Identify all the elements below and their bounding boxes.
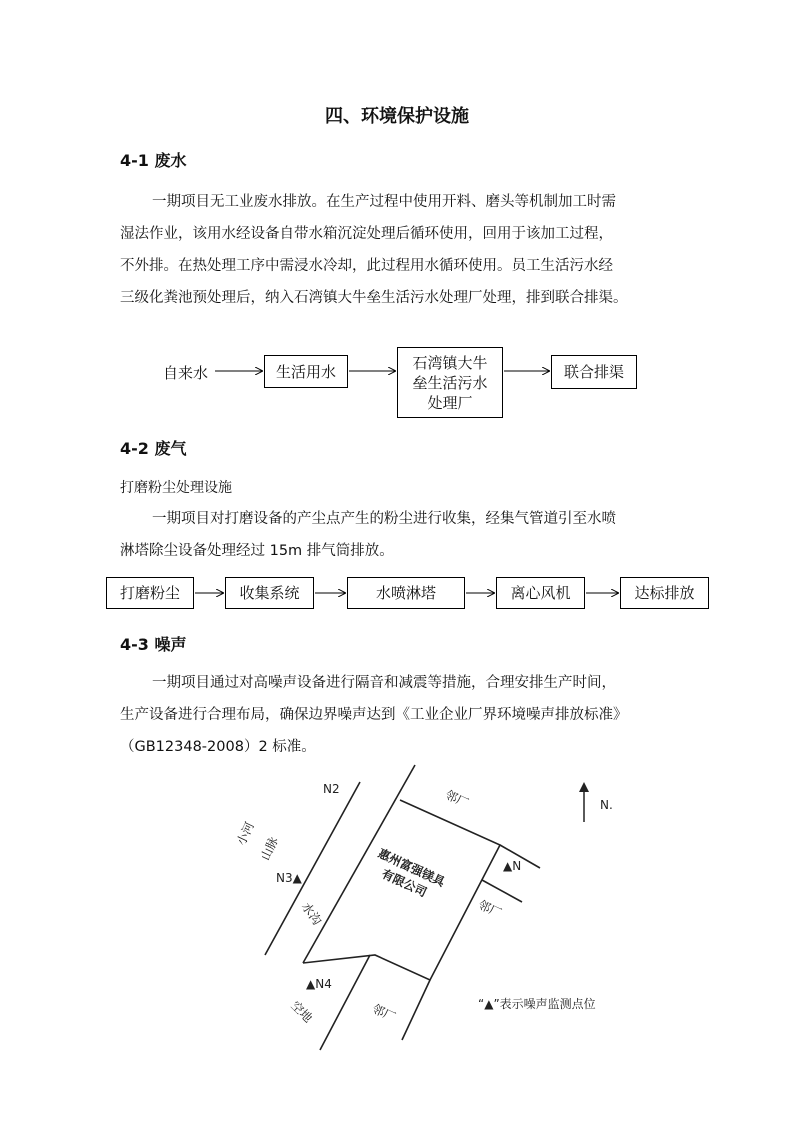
monitor-point-n3: N3▲ [276, 871, 302, 885]
section-heading-exhaust: 4-2 废气 [120, 439, 187, 458]
label-company: 惠州富强镁具 有限公司 [375, 846, 447, 900]
paragraph-line: （GB12348-2008）2 标准。 [120, 739, 316, 755]
paragraph-line: 一期项目对打磨设备的产尘点产生的粉尘进行收集，经集气管道引至水喷 [152, 511, 616, 527]
subheading-dust-facility: 打磨粉尘处理设施 [120, 480, 232, 496]
paragraph-line: 一期项目通过对高噪声设备进行隔音和减震等措施，合理安排生产时间， [152, 675, 616, 691]
flow-box-drainage-channel: 联合排渠 [551, 355, 637, 389]
label-neighbor-2: 邻厂 [475, 897, 504, 921]
paragraph-line: 一期项目无工业废水排放。在生产过程中使用开料、磨头等机制加工时需 [152, 194, 616, 210]
map-legend: “▲”表示噪声监测点位 [478, 997, 596, 1011]
monitor-point-n2: N2 [323, 782, 340, 796]
flow-box-centrifugal-fan: 离心风机 [496, 577, 585, 609]
label-neighbor-3: 邻厂 [369, 1001, 398, 1025]
paragraph-line: 生产设备进行合理布局，确保边界噪声达到《工业企业厂界环境噪声排放标准》 [120, 707, 628, 723]
page-title: 四、环境保护设施 [325, 106, 469, 127]
monitor-point-n: ▲N [503, 859, 522, 873]
paragraph-line: 湿法作业，该用水经设备自带水箱沉淀处理后循环使用，回用于该加工过程， [120, 226, 613, 242]
label-river: 小河 [234, 819, 257, 848]
flow-box-collection-system: 收集系统 [225, 577, 314, 609]
north-arrow-head [579, 782, 589, 792]
flow-box-spray-tower: 水喷淋塔 [347, 577, 465, 609]
paragraph-line: 不外排。在热处理工序中需浸水冷却，此过程用水循环使用。员工生活污水经 [120, 258, 613, 274]
flow-box-domestic-water: 生活用水 [264, 355, 348, 388]
label-vacant: 空地 [288, 998, 316, 1026]
paragraph-line: 三级化粪池预处理后，纳入石湾镇大牛垒生活污水处理厂处理，排到联合排渠。 [120, 290, 628, 306]
section-heading-wastewater: 4-1 废水 [120, 151, 187, 170]
north-label: N. [600, 798, 613, 812]
flow-box-grinding-dust: 打磨粉尘 [106, 577, 194, 609]
monitor-point-n4: ▲N4 [306, 977, 332, 991]
label-ditch: 水沟 [298, 899, 325, 928]
section-heading-noise: 4-3 噪声 [120, 635, 187, 654]
label-mountain: 山脉 [258, 834, 281, 863]
flow-box-sewage-plant: 石湾镇大牛 垒生活污水 处理厂 [397, 347, 503, 418]
paragraph-line: 淋塔除尘设备处理经过 15m 排气筒排放。 [120, 543, 394, 559]
label-neighbor-1: 邻厂 [442, 787, 471, 811]
flow-box-discharge: 达标排放 [620, 577, 709, 609]
flow-source-tap-water: 自来水 [163, 364, 209, 382]
